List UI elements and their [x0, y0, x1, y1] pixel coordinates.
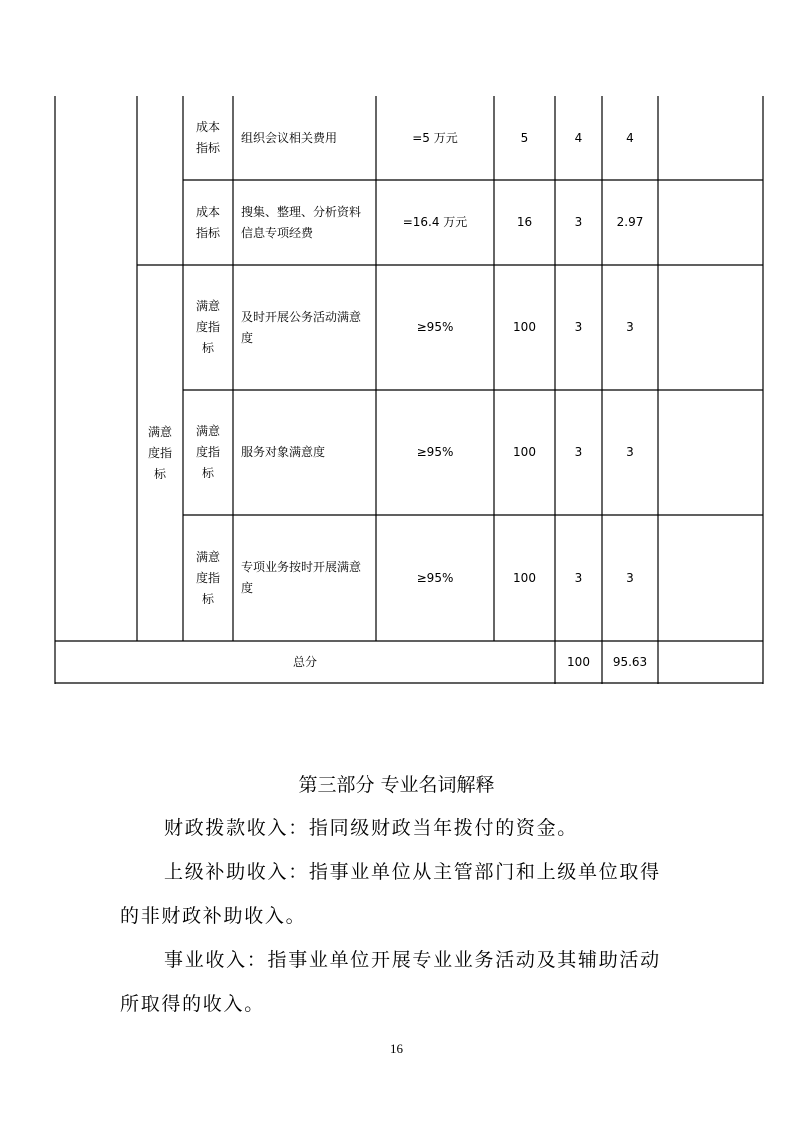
- value-cell: ≥95%: [416, 570, 454, 585]
- weight-cell: 100: [513, 570, 536, 585]
- indicator-cell: 满意度指标: [195, 549, 220, 606]
- score-cell: 2.97: [616, 215, 644, 229]
- note-cell: [658, 390, 763, 515]
- score-cell: 3: [626, 320, 634, 334]
- description-cell: 搜集、整理、分析资料信息专项经费: [241, 204, 362, 240]
- section-title: 第三部分 专业名词解释: [298, 774, 495, 796]
- description-cell: 及时开展公务活动满意度: [241, 309, 362, 345]
- indicator-cell: 满意度指标: [195, 299, 220, 355]
- note-cell: [658, 515, 763, 641]
- description-cell: 组织会议相关费用: [241, 130, 338, 145]
- target-cell: 3: [574, 215, 583, 229]
- indicator-cell: 成本指标: [195, 120, 220, 155]
- target-cell: 3: [574, 320, 583, 334]
- score-cell: 3: [626, 445, 634, 459]
- target-cell: 3: [574, 570, 583, 585]
- paragraph: 事业收入：指事业单位开展专业业务活动及其辅助活动所取得的收入。: [120, 949, 661, 1015]
- weight-cell: 100: [513, 320, 536, 334]
- value-cell: =16.4 万元: [402, 215, 468, 229]
- indicator-cell: 满意度指标: [195, 424, 220, 480]
- note-cell: [658, 180, 763, 265]
- description-cell: 专项业务按时开展满意度: [241, 560, 362, 595]
- paragraph: 财政拨款收入：指同级财政当年拨付的资金。: [164, 817, 579, 839]
- description-cell: 服务对象满意度: [241, 445, 326, 459]
- total-score-cell: 95.63: [612, 654, 648, 669]
- note-cell: [658, 96, 763, 180]
- note-cell: [658, 265, 763, 390]
- weight-cell: 16: [516, 215, 533, 229]
- value-cell: ≥95%: [416, 320, 454, 334]
- target-cell: 4: [574, 130, 583, 145]
- page-number: 16: [390, 1041, 403, 1056]
- group-label-cell: 满意度指标: [147, 424, 172, 481]
- total-note-cell: [658, 641, 763, 683]
- total-weight-cell: 100: [567, 654, 590, 669]
- score-cell: 3: [626, 570, 634, 585]
- score-cell: 4: [626, 130, 634, 145]
- weight-cell: 100: [513, 445, 536, 459]
- weight-cell: 5: [520, 130, 529, 145]
- value-cell: ≥95%: [416, 445, 454, 459]
- indicator-cell: 成本指标: [195, 204, 220, 240]
- value-cell: =5 万元: [412, 130, 458, 145]
- total-label-cell: 总分: [292, 654, 317, 669]
- target-cell: 3: [574, 445, 583, 459]
- performance-table: [54, 96, 764, 684]
- paragraph: 上级补助收入：指事业单位从主管部门和上级单位取得的非财政补助收入。: [120, 861, 661, 927]
